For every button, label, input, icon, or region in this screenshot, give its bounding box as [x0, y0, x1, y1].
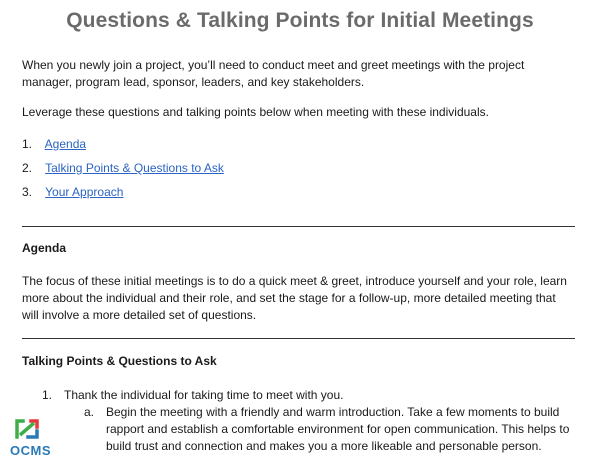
sub-list-item: [84, 404, 574, 455]
leverage-paragraph: Leverage these questions and talking points below when meeting with these individuals.: [22, 105, 489, 119]
toc-number: 3.: [22, 185, 33, 199]
intro-paragraph: When you newly join a project, you’ll need to conduct meet and greet meetings with the project manager, program lead, sponsor, leaders, and key stakeholders.: [22, 58, 525, 89]
toc-number: 2.: [22, 161, 33, 175]
agenda-paragraph: The focus of these initial meetings is to do a quick meet & greet, introduce yourself and your role, learn more about the individual and their role, and set the stage for a follow-up, more detailed meeting that will involve a more detailed set of questions.: [22, 274, 567, 322]
section-divider: [22, 338, 575, 339]
section-divider: [22, 226, 575, 227]
list-item: [42, 387, 343, 404]
sub-list-item-text: Begin the meeting with a friendly and warm introduction. Take a few moments to build rapport and establish a comfortable environment for open communication. This helps to build trust and connection and makes you a more likeable and personable person.: [106, 405, 570, 453]
toc-number: 1.: [22, 137, 33, 151]
toc-link-your-approach[interactable]: Your Approach: [45, 185, 124, 199]
ocms-logo: [10, 417, 56, 459]
sub-list-letter: a.: [84, 405, 95, 419]
list-number: 1.: [42, 388, 53, 402]
agenda-heading: Agenda: [22, 241, 67, 255]
page-title: Questions & Talking Points for Initial Meetings: [66, 9, 534, 32]
toc-item: [22, 184, 224, 208]
toc-item: [22, 160, 224, 184]
logo-text: OCMS: [10, 443, 51, 458]
toc-link-agenda[interactable]: Agenda: [44, 137, 87, 151]
list-item-text: Thank the individual for taking time to meet with you.: [64, 388, 344, 402]
talking-points-heading: Talking Points & Questions to Ask: [22, 354, 217, 368]
table-of-contents: [22, 136, 224, 208]
ocms-logo-icon: [14, 417, 40, 441]
toc-item: [22, 136, 224, 160]
toc-link-talking-points[interactable]: Talking Points & Questions to Ask: [45, 161, 224, 175]
